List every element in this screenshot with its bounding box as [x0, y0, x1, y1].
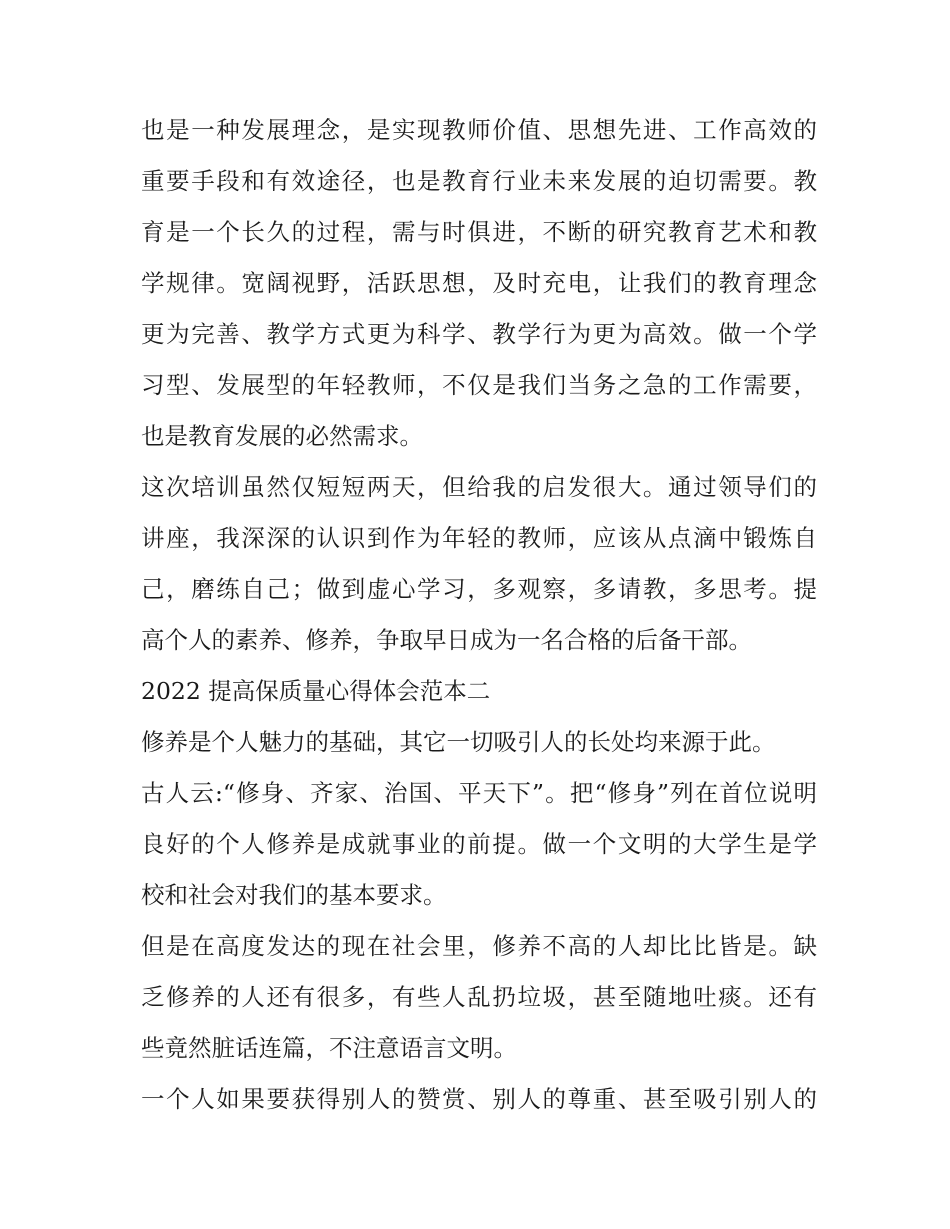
text-line: 乏修养的人还有很多，有些人乱扔垃圾，甚至随地吐痰。还有	[141, 983, 817, 1011]
text-line: 育是一个长久的过程，需与时俱进，不断的研究教育艺术和教	[141, 218, 817, 246]
document-body	[141, 105, 817, 1125]
text-line: 重要手段和有效途径，也是教育行业未来发展的迫切需要。教	[141, 167, 817, 195]
text-line: 修养是个人魅力的基础，其它一切吸引人的长处均来源于此。	[141, 728, 776, 756]
text-line: 更为完善、教学方式更为科学、教学行为更为高效。做一个学	[141, 320, 817, 348]
text-line: 学规律。宽阔视野，活跃思想，及时充电，让我们的教育理念	[141, 269, 817, 297]
text-line: 讲座，我深深的认识到作为年轻的教师，应该从点滴中锻炼自	[141, 524, 817, 552]
text-line: 一个人如果要获得别人的赞赏、别人的尊重、甚至吸引别人的	[141, 1085, 817, 1113]
text-line: 己，磨练自己；做到虚心学习，多观察，多请教，多思考。提	[141, 575, 817, 603]
text-line: 高个人的素养、修养，争取早日成为一名合格的后备干部。	[141, 626, 752, 654]
text-line: 校和社会对我们的基本要求。	[141, 881, 447, 909]
text-line: 些竟然脏话连篇，不注意语言文明。	[141, 1034, 517, 1062]
text-line: 习型、发展型的年轻教师，不仅是我们当务之急的工作需要，	[141, 371, 817, 399]
text-line: 古人云:“修身、齐家、治国、平天下”。把“修身”列在首位说明	[141, 779, 817, 807]
section-heading: 2022 提高保质量心得体会范本二	[141, 677, 491, 705]
text-line: 良好的个人修养是成就事业的前提。做一个文明的大学生是学	[141, 830, 817, 858]
text-line: 也是一种发展理念，是实现教师价值、思想先进、工作高效的	[141, 116, 817, 144]
text-line: 也是教育发展的必然需求。	[141, 422, 423, 450]
text-line: 这次培训虽然仅短短两天，但给我的启发很大。通过领导们的	[141, 473, 817, 501]
text-line: 但是在高度发达的现在社会里，修养不高的人却比比皆是。缺	[141, 932, 817, 960]
